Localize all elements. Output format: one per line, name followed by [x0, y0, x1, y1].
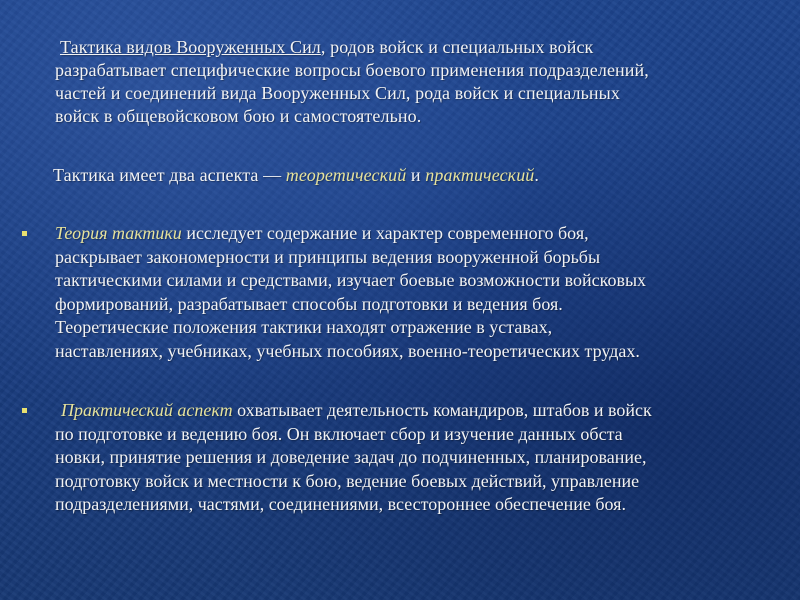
bullet-practice-line-2: по подготовке и ведению боя. Он включает сбор и изучение данных обста — [55, 423, 623, 444]
bullet-practice-line-3: новки, принятие решения и доведение задач до подчиненных, планирование, — [55, 447, 647, 467]
bullet-theory-line-4: формирований, разрабатывает способы подготовки и ведения боя. — [55, 293, 563, 314]
intro-paragraph — [55, 36, 775, 128]
aspects-conj: и — [406, 165, 426, 185]
bullet-practice — [55, 399, 790, 517]
aspects-paragraph — [53, 164, 773, 187]
bullet-practice-term: Практический аспект — [61, 400, 233, 420]
intro-line-3: частей и соединений вида Вооруженных Сил, рода войск и специальных — [55, 83, 620, 103]
aspect-practical: практический — [425, 165, 535, 185]
bullet-practice-line-4: подготовку войск и местности к бою, ведение боевых действий, управление — [55, 470, 640, 491]
square-bullet-icon — [22, 408, 27, 413]
intro-line-1 — [55, 36, 775, 59]
bullet-practice-line-1-rest: охватывает деятельность командиров, штабов и войск — [232, 400, 652, 420]
bullet-theory-line-6: наставлениях, учебниках, учебных пособиях, военно-теоретических трудах. — [55, 340, 640, 361]
bullet-theory-line-2: раскрывает закономерности и принципы ведения вооруженной борьбы — [55, 246, 601, 267]
intro-line-4: войск в общевойсковом бою и самостоятельно. — [55, 106, 422, 126]
bullet-theory-line-1 — [55, 222, 790, 246]
bullet-theory — [55, 222, 790, 363]
intro-line-2: разрабатывает специфические вопросы боевого применения подразделений, — [55, 60, 649, 80]
bullet-theory-line-3: тактическими силами и средствами, изучает боевые возможности войсковых — [55, 270, 647, 290]
square-bullet-icon — [22, 231, 27, 236]
aspects-end: . — [534, 165, 540, 185]
bullet-theory-term: Теория тактики — [55, 223, 182, 243]
bullet-practice-line-1 — [55, 399, 790, 423]
bullet-theory-line-1-rest: исследует содержание и характер современного боя, — [181, 223, 589, 243]
intro-term: Тактика видов Вооруженных Сил — [60, 37, 321, 57]
intro-line-1-rest: , родов войск и специальных войск — [320, 37, 594, 57]
aspects-lead: Тактика имеет два аспекта — — [53, 165, 286, 185]
aspect-theoretical: теоретический — [285, 165, 407, 185]
bullet-theory-line-5: Теоретические положения тактики находят отражение в уставах, — [55, 317, 553, 337]
bullet-practice-line-5: подразделениями, частями, соединениями, всестороннее обеспечение боя. — [55, 494, 626, 514]
